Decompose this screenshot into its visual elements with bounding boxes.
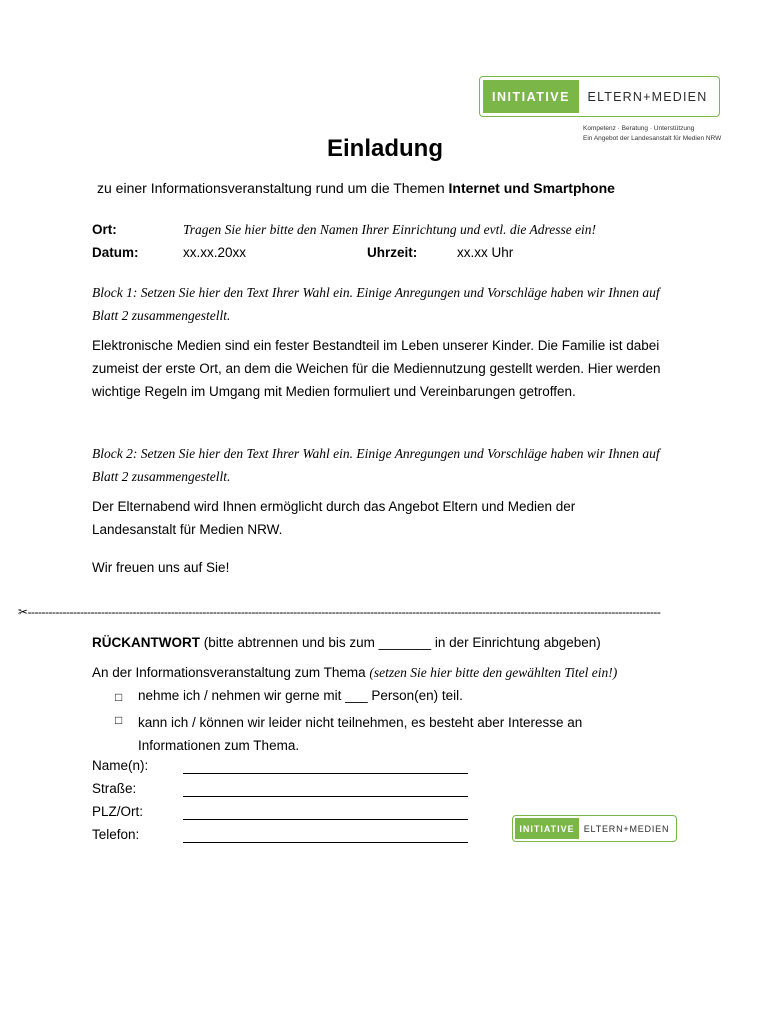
page-title: Einladung [327,135,443,162]
field-line-plz-ort [183,819,468,820]
block2-text: Der Elternabend wird Ihnen ermöglicht durch das Angebot Eltern und Medien der Landesanstalt für Medien NRW. [92,499,576,537]
checkbox-icon: □ [115,713,123,727]
option-1-text: nehme ich / nehmen wir gerne mit ___ Person(en) teil. [138,688,463,703]
subtitle [97,180,615,196]
block1-text: Elektronische Medien sind ein fester Bestandteil im Leben unserer Kinder. Die Familie ist dabei zumeist der erste Ort, an dem die Weichen für die Mediennutzung gestellt werden. Hier werden wichtige Regeln im Umgang mit Medien formuliert und Vereinbarungen getroffen. [92,338,661,399]
option-2-text: kann ich / können wir leider nicht teilnehmen, es besteht aber Interesse an Informationen zum Thema. [138,715,583,753]
ort-value: Tragen Sie hier bitte den Namen Ihrer Einrichtung und evtl. die Adresse ein! [183,222,597,237]
field-line-name [183,773,468,774]
initiative-logo [479,76,720,117]
datum-value: xx.xx.20xx [183,245,247,260]
logo-white-part: ELTERN+MEDIEN [587,89,708,104]
logo-small-green-part: INITIATIVE [515,818,579,839]
reply-title-rest: (bitte abtrennen und bis zum _______ in der Einrichtung abgeben) [199,635,601,650]
field-label-plz-ort: PLZ/Ort: [92,804,144,819]
reply-title [92,635,601,650]
field-line-telefon [183,842,468,843]
field-label-name: Name(n): [92,758,149,773]
initiative-logo-small [512,815,677,842]
scissors-icon: ✂ [18,605,28,619]
logo-tagline-1: Kompetenz · Beratung · Unterstützung [583,125,695,132]
subtitle-bold: Internet und Smartphone [448,180,615,196]
block1-instruction: Block 1: Setzen Sie hier den Text Ihrer Wahl ein. Einige Anregungen und Vorschläge haben wir Ihnen auf Blatt 2 zusammengestellt. [92,285,660,323]
subtitle-plain: zu einer Informationsveranstaltung rund um die Themen [97,180,449,196]
closing-text: Wir freuen uns auf Sie! [92,560,230,575]
block2-instruction: Block 2: Setzen Sie hier den Text Ihrer Wahl ein. Einige Anregungen und Vorschläge haben wir Ihnen auf Blatt 2 zusammengestellt. [92,446,660,484]
logo-small-white-part: ELTERN+MEDIEN [583,823,670,834]
reply-title-bold: RÜCKANTWORT [92,635,200,650]
uhrzeit-label: Uhrzeit: [367,245,418,260]
field-line-strasse [183,796,468,797]
logo-green-part: INITIATIVE [483,80,579,113]
checkbox-icon: □ [115,690,123,704]
logo-tagline-2: Ein Angebot der Landesanstalt für Medien NRW [583,135,722,142]
ort-label: Ort: [92,222,117,237]
dashed-line: ------------------------------------------------------------------------------------------------------------------------------------------------------------------------------------- [27,605,661,619]
uhrzeit-value: xx.xx Uhr [457,245,514,260]
datum-label: Datum: [92,245,139,260]
field-label-telefon: Telefon: [92,827,140,842]
reply-topic [92,665,617,681]
cut-line [18,605,708,619]
reply-topic-italic: (setzen Sie hier bitte den gewählten Titel ein!) [369,665,618,680]
field-label-strasse: Straße: [92,781,137,796]
reply-topic-plain: An der Informationsveranstaltung zum Thema [92,665,370,680]
